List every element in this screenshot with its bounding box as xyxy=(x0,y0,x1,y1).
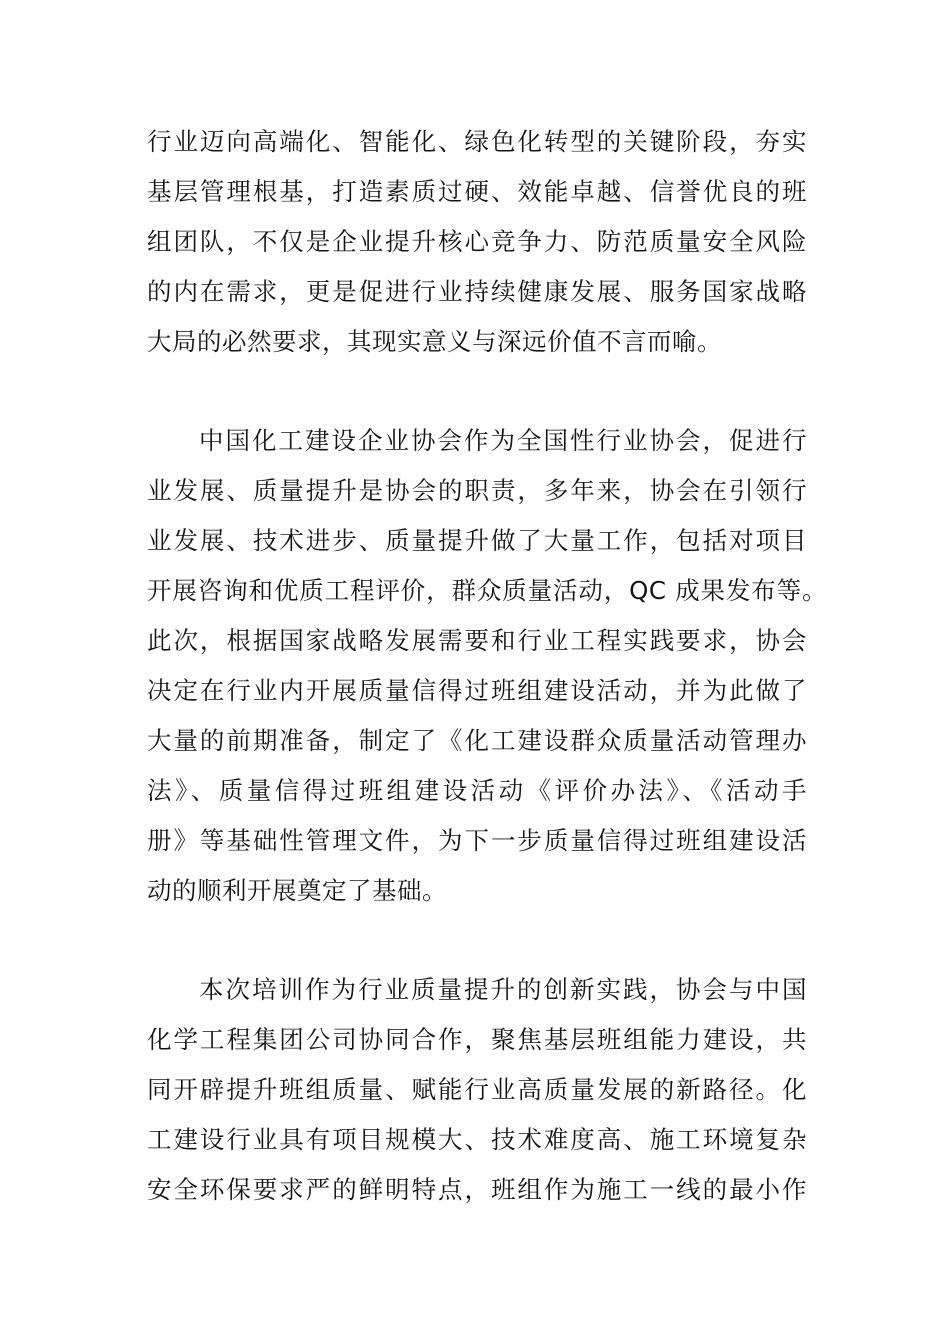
paragraph-1-line-3: 组团队，不仅是企业提升核心竞争力、防范质量安全风险 xyxy=(147,227,807,256)
paragraph-1-line-2: 基层管理根基，打造素质过硬、效能卓越、信誉优良的班 xyxy=(147,177,807,206)
paragraph-2-line-4: 开展咨询和优质工程评价，群众质量活动，QC 成果发布等。 xyxy=(147,576,827,605)
paragraph-1-line-5: 大局的必然要求，其现实意义与深远价值不言而喻。 xyxy=(147,327,722,356)
paragraph-3-line-1: 本次培训作为行业质量提升的创新实践，协会与中国 xyxy=(199,975,807,1004)
paragraph-2-line-3: 业发展、技术进步、质量提升做了大量工作，包括对项目 xyxy=(147,526,807,555)
paragraph-2-line-5: 此次，根据国家战略发展需要和行业工程实践要求，协会 xyxy=(147,626,807,655)
paragraph-2-line-10: 动的顺利开展奠定了基础。 xyxy=(147,876,447,905)
paragraph-3-line-2: 化学工程集团公司协同合作，聚焦基层班组能力建设，共 xyxy=(147,1025,807,1054)
paragraph-2-line-8: 法》、质量信得过班组建设活动《评价办法》、《活动手 xyxy=(147,776,807,805)
paragraph-1-line-1: 行业迈向高端化、智能化、绿色化转型的关键阶段，夯实 xyxy=(147,127,807,156)
paragraph-2-line-1: 中国化工建设企业协会作为全国性行业协会，促进行 xyxy=(199,426,807,455)
paragraph-1-line-4: 的内在需求，更是促进行业持续健康发展、服务国家战略 xyxy=(147,277,807,306)
paragraph-2-line-9: 册》等基础性管理文件，为下一步质量信得过班组建设活 xyxy=(147,826,807,855)
paragraph-2-line-2: 业发展、质量提升是协会的职责，多年来，协会在引领行 xyxy=(147,476,807,505)
paragraph-3-line-4: 工建设行业具有项目规模大、技术难度高、施工环境复杂 xyxy=(147,1125,807,1154)
paragraph-3-line-3: 同开辟提升班组质量、赋能行业高质量发展的新路径。化 xyxy=(147,1075,807,1104)
paragraph-2-line-7: 大量的前期准备，制定了《化工建设群众质量活动管理办 xyxy=(147,726,807,755)
paragraph-2-line-6: 决定在行业内开展质量信得过班组建设活动，并为此做了 xyxy=(147,676,807,705)
paragraph-3-line-5: 安全环保要求严的鲜明特点，班组作为施工一线的最小作 xyxy=(147,1175,807,1204)
